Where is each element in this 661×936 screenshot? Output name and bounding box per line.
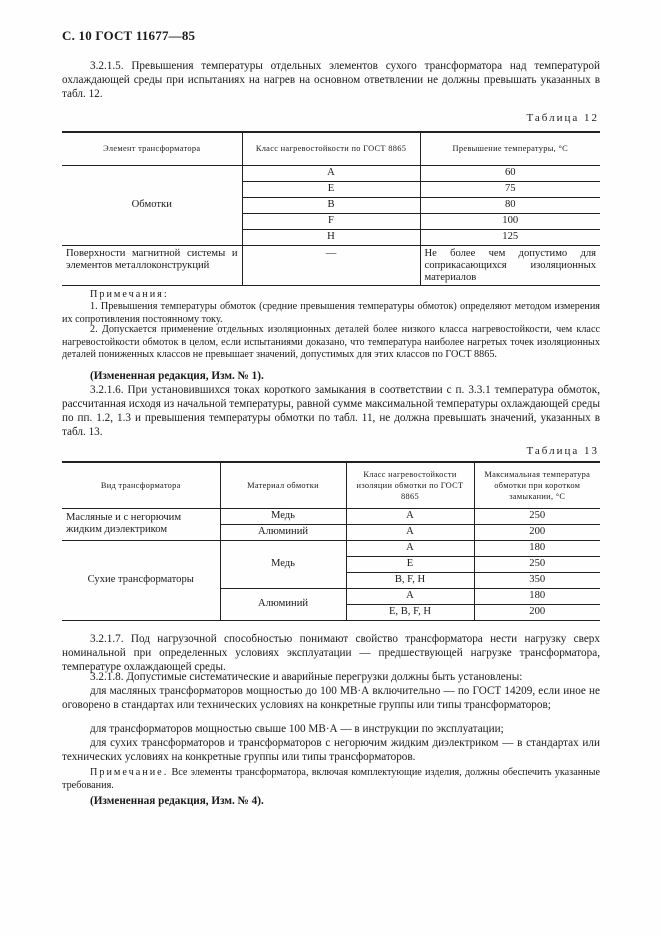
table-cell: Алюминий [220,524,346,540]
table-12 [62,131,600,286]
list-item-dry-transformers: для сухих трансформаторов и трансформаторов с негорючим жидким диэлектриком — в стандартах или технических условиях на конкретные группы или типы трансформаторов. [62,737,600,763]
table-13-header-maxtemp: Максимальная температура обмотки при коротком замыкании, °С [474,462,600,508]
table-cell: A [346,524,474,540]
revision-note-4: (Измененная редакция, Изм. № 4). [90,795,264,807]
paragraph-3-2-1-7: 3.2.1.7. Под нагрузочной способностью понимают свойство трансформатора нести нагрузку сверх номинальной при определенных условиях эксплуатации — предшествующей нагрузке трансформатора, температуре охлаждающей среды. [62,633,600,673]
table-13-oil-label: Масляные и с негорючим жидким диэлектриком [62,508,220,540]
table-cell: E [242,181,420,197]
table-13 [62,461,600,621]
table-cell: A [346,540,474,556]
table-cell: Медь [220,508,346,524]
table-cell: 125 [420,229,600,245]
table-13-dry-aluminium: Алюминий [220,588,346,620]
note-2: 2. Допускается применение отдельных изоляционных деталей более низкого класса нагревостойкости, чем класс нагревостойкости обмоток в целом, если испытаниями доказано, что температура наиболее нагретых точек изоляционных деталей пониженных классов не превышает значений, допустимых для этих классов по ГОСТ 8865. [62,324,600,360]
table-cell: B [242,197,420,213]
paragraph-3-2-1-6: 3.2.1.6. При установившихся токах короткого замыкания в соответствии с п. 3.3.1 температура обмоток, рассчитанная исходя из начальной температуры, равной сумме максимальной температуры охлаждающей среды по пп. 1.2, 1.3 и превышения температуры обмотки по табл. 11, не должна превышать значений, указанных в табл. 13. [62,384,600,438]
notes-title: Примечания: [90,289,169,300]
table-cell: 200 [474,524,600,540]
table-cell: B, F, H [346,572,474,588]
table-cell: E [346,556,474,572]
list-item-oil-transformers: для масляных трансформаторов мощностью до 100 МВ·А включительно — по ГОСТ 14209, если иное не оговорено в стандартах или технических условиях на конкретные группы или типы трансформаторов; [62,685,600,711]
table-cell: 75 [420,181,600,197]
table-12-surface-value: Не более чем допустимо для соприкасающихся изоляционных материалов [420,245,600,285]
table-13-header-type: Вид трансформатора [62,462,220,508]
page-header: С. 10 ГОСТ 11677—85 [62,28,196,43]
table-cell: A [346,508,474,524]
table-13-dry-copper: Медь [220,540,346,588]
table-cell: A [346,588,474,604]
note-2-text: Все элементы трансформатора, включая комплектующие изделия, должны обеспечить указанные требования. [62,767,601,791]
table-12-surface-class: — [242,245,420,285]
paragraph-3-2-1-5: 3.2.1.5. Превышения температуры отдельных элементов сухого трансформатора над температурой охлаждающей среды при испытаниях на нагрев на основном ответвлении не должны превышать указанных в табл. 12. [62,60,600,100]
table-cell: F [242,213,420,229]
list-item-large-transformers: для трансформаторов мощностью свыше 100 МВ·А — в инструкции по эксплуатации; [90,723,504,735]
table-cell: 180 [474,588,600,604]
table-cell: A [242,165,420,181]
paragraph-3-2-1-8: 3.2.1.8. Допустимые систематические и аварийные перегрузки должны быть установлены: [90,671,523,683]
table-12-header-element: Элемент трансформатора [62,132,242,165]
table-12-header-class: Класс нагревостойкости по ГОСТ 8865 [242,132,420,165]
revision-note-1: (Измененная редакция, Изм. № 1). [90,370,264,382]
table-12-surface-label: Поверхности магнитной системы и элементов металлоконструкций [62,245,242,285]
table-cell: 250 [474,508,600,524]
table-13-caption: Таблица 13 [526,445,599,457]
note-1: 1. Превышения температуры обмоток (средние превышения температуры обмоток) определяют методом измерения их сопротивления постоянному току. [62,301,600,325]
table-12-header-rise: Превышение температуры, °С [420,132,600,165]
table-cell: 80 [420,197,600,213]
table-12-windings-label: Обмотки [131,199,172,210]
note-2-block [62,767,600,792]
table-13-dry-label: Сухие трансформаторы [62,540,220,620]
table-cell: 350 [474,572,600,588]
table-cell: E, B, F, H [346,604,474,620]
note-2-title: Примечание. [90,767,169,778]
table-cell: H [242,229,420,245]
table-13-header-material: Материал обмотки [220,462,346,508]
table-cell: 100 [420,213,600,229]
table-cell: 180 [474,540,600,556]
table-12-caption: Таблица 12 [526,112,599,124]
table-cell: 250 [474,556,600,572]
table-cell: 200 [474,604,600,620]
table-cell: 60 [420,165,600,181]
table-13-header-class: Класс нагревостойкости изоляции обмотки по ГОСТ 8865 [346,462,474,508]
